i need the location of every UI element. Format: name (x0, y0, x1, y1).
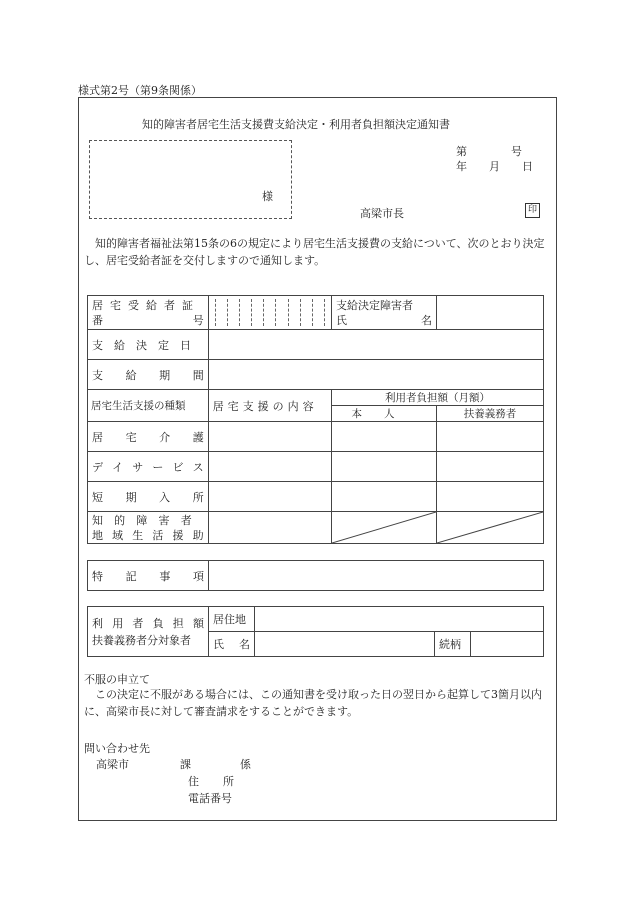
address-label: 居住地 (209, 607, 255, 632)
diagonal-cell-self (331, 512, 436, 544)
decision-table (87, 295, 544, 544)
page-title: 知的障害者居宅生活支援費支給決定・利用者負担額決定通知書 (142, 118, 450, 131)
cert-no-value (208, 296, 331, 330)
address-value (255, 607, 544, 632)
relation-label: 続柄 (435, 632, 471, 657)
contact-city: 高梁市 (96, 758, 129, 771)
row-home-care: 居 宅 介 護 (88, 422, 209, 452)
relation-value (471, 632, 544, 657)
name-label: 氏 名 (209, 632, 255, 657)
form-label: 様式第2号（第9条関係） (78, 84, 202, 97)
intro-text: 知的障害者福祉法第15条の6の規定により居宅生活支援費の支給について、次のとおり決定し、居宅受給者証を交付しますので通知します。 (84, 237, 545, 267)
document-number: 第 号 (456, 145, 522, 158)
burden-subject-table (87, 606, 544, 657)
appeal-text: この決定に不服がある場合には、この通知書を受け取った日の翌日から起算して3箇月以内に、高梁市長に対して審査請求をすることができます。 (84, 688, 542, 718)
diagonal-line (437, 512, 543, 543)
decision-date-label: 支給決定日 (88, 330, 209, 360)
issuer: 高梁市長 (360, 207, 404, 220)
support-type-header: 居宅生活支援の種類 (88, 390, 209, 422)
decision-person-label: 支給決定障害者 氏 名 (331, 296, 436, 330)
cert-no-digit-boxes (215, 299, 325, 326)
supporter-header: 扶養義務者 (436, 406, 543, 422)
name-value (255, 632, 435, 657)
document-date: 年 月 日 (456, 160, 533, 173)
special-notes-label: 特 記 事 項 (88, 561, 209, 591)
contact-section: 課 (180, 758, 191, 771)
special-notes-value (209, 561, 544, 591)
addressee-suffix: 様 (262, 190, 273, 203)
seal-mark: 印 (525, 203, 540, 218)
support-content-header: 居宅支援の内容 (208, 390, 331, 422)
decision-date-value (208, 330, 543, 360)
cert-no-label: 居宅受給者証 番 号 (88, 296, 209, 330)
special-notes-table (87, 560, 544, 591)
period-label: 支 給 期 間 (88, 360, 209, 390)
row-short-stay: 短 期 入 所 (88, 482, 209, 512)
cert-no-line2: 番 号 (92, 313, 204, 327)
row-group-living: 知 的 障 害 者 地 域 生 活 援 助 (88, 512, 209, 544)
burden-header: 利用者負担額（月額） (331, 390, 543, 406)
diagonal-cell-supporter (436, 512, 543, 544)
contact-heading: 問い合わせ先 (84, 742, 150, 755)
burden-subject-label: 利 用 者 負 担 額 扶養義務者分対象者 (88, 607, 209, 657)
row-day-service: デ イ サ ー ビ ス (88, 452, 209, 482)
diagonal-line (332, 512, 436, 543)
contact-staff: 係 (240, 758, 251, 771)
appeal-heading: 不服の申立て (84, 673, 150, 686)
decision-person-value (436, 296, 543, 330)
period-value (208, 360, 543, 390)
contact-address: 住 所 (188, 775, 234, 788)
self-header: 本人 (331, 406, 436, 422)
contact-phone: 電話番号 (188, 792, 232, 805)
addressee-box (89, 140, 292, 219)
